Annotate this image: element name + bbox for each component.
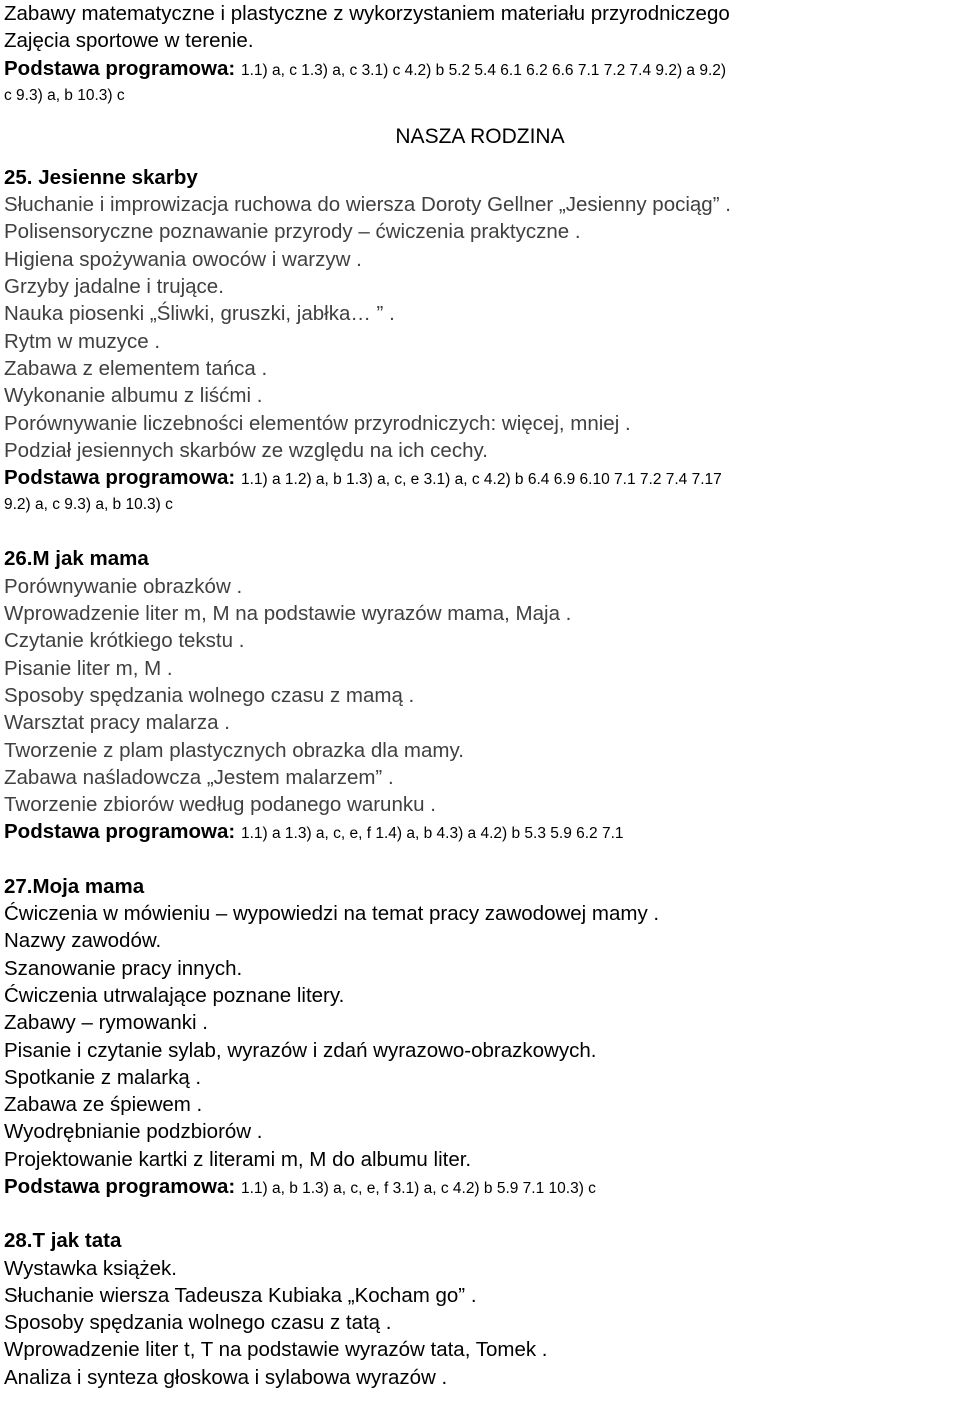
spacer: [4, 518, 956, 545]
list-item: Szanowanie pracy innych.: [4, 956, 243, 980]
list-item: Rytm w muzyce .: [4, 329, 161, 353]
curriculum-row-26: [4, 818, 956, 845]
list-item: Polisensoryczne poznawanie przyrody – ćwiczenia praktyczne .: [4, 220, 581, 244]
list-item: Zabawa ze śpiewem .: [4, 1093, 203, 1117]
list-item: Nazwy zawodów.: [4, 929, 162, 953]
curriculum-codes: 1.1) a, b 1.3) a, c, e, f 3.1) a, c 4.2) b 5.9 7.1 10.3) c: [240, 1179, 596, 1197]
curriculum-codes-continued: c 9.3) a, b 10.3) c: [4, 86, 125, 104]
intro-curriculum-row: [4, 55, 956, 82]
list-item: Podział jesiennych skarbów ze względu na ich cechy.: [4, 438, 488, 462]
list-item: Ćwiczenia w mówieniu – wypowiedzi na temat pracy zawodowej mamy .: [4, 902, 660, 926]
curriculum-row-25: [4, 464, 956, 491]
list-item: Sposoby spędzania wolnego czasu z mamą .: [4, 683, 415, 707]
curriculum-codes: 1.1) a 1.2) a, b 1.3) a, c, e 3.1) a, c 4.2) b 6.4 6.9 6.10 7.1 7.2 7.4 7.17: [240, 471, 722, 489]
curriculum-label: Podstawa programowa:: [4, 820, 236, 844]
list-item: Czytanie krótkiego tekstu .: [4, 629, 245, 653]
curriculum-label: Podstawa programowa:: [4, 56, 236, 80]
section-title-27: 27.Moja mama: [4, 874, 145, 898]
section-title-25: 25. Jesienne skarby: [4, 165, 198, 189]
list-item: Porównywanie liczebności elementów przyrodniczych: więcej, mniej .: [4, 411, 631, 435]
list-item: Sposoby spędzania wolnego czasu z tatą .: [4, 1311, 392, 1335]
list-item: Tworzenie z plam plastycznych obrazka dla mamy.: [4, 738, 464, 762]
list-item: Wprowadzenie liter t, T na podstawie wyrazów tata, Tomek .: [4, 1338, 548, 1362]
list-item: Ćwiczenia utrwalające poznane litery.: [4, 983, 345, 1007]
section-title-28: 28.T jak tata: [4, 1229, 122, 1253]
list-item: Warsztat pracy malarza .: [4, 711, 230, 735]
list-item: Zabawy – rymowanki .: [4, 1011, 208, 1035]
list-item: Analiza i synteza głoskowa i sylabowa wyrazów .: [4, 1365, 448, 1389]
list-item: Zabawa z elementem tańca .: [4, 356, 268, 380]
list-item: Wyodrębnianie podzbiorów .: [4, 1120, 263, 1144]
list-item: Nauka piosenki „Śliwki, gruszki, jabłka… ” .: [4, 302, 395, 326]
list-item: Słuchanie i improwizacja ruchowa do wiersza Doroty Gellner „Jesienny pociąg” .: [4, 193, 731, 217]
list-item: Tworzenie zbiorów według podanego warunku .: [4, 793, 436, 817]
list-item: Wystawka książek.: [4, 1256, 177, 1280]
spacer: [4, 846, 956, 873]
list-item: Grzyby jadalne i trujące.: [4, 275, 224, 299]
list-item: Spotkanie z malarką .: [4, 1065, 202, 1089]
curriculum-label: Podstawa programowa:: [4, 1174, 236, 1198]
list-item: Wykonanie albumu z liśćmi .: [4, 384, 263, 408]
list-item: Projektowanie kartki z literami m, M do albumu liter.: [4, 1147, 472, 1171]
list-item: Słuchanie wiersza Tadeusza Kubiaka „Kocham go” .: [4, 1283, 477, 1307]
list-item: Wprowadzenie liter m, M na podstawie wyrazów mama, Maja .: [4, 602, 572, 626]
curriculum-codes: 1.1) a 1.3) a, c, e, f 1.4) a, b 4.3) a 4.2) b 5.3 5.9 6.2 7.1: [240, 825, 624, 843]
chapter-heading: NASZA RODZINA: [395, 124, 565, 148]
list-item: Porównywanie obrazków .: [4, 574, 243, 598]
curriculum-row-27: [4, 1173, 956, 1200]
list-item: Higiena spożywania owoców i warzyw .: [4, 247, 362, 271]
curriculum-codes-continued: 9.2) a, c 9.3) a, b 10.3) c: [4, 496, 173, 514]
intro-line-2: Zajęcia sportowe w terenie.: [4, 29, 254, 53]
intro-line-1: Zabawy matematyczne i plastyczne z wykorzystaniem materiału przyrodniczego: [4, 2, 730, 25]
curriculum-label: Podstawa programowa:: [4, 466, 236, 490]
list-item: Pisanie i czytanie sylab, wyrazów i zdań wyrazowo-obrazkowych.: [4, 1038, 597, 1062]
spacer: [4, 1200, 956, 1227]
curriculum-codes: 1.1) a, c 1.3) a, c 3.1) c 4.2) b 5.2 5.4 6.1 6.2 6.6 7.1 7.2 7.4 9.2) a 9.2): [240, 61, 727, 79]
list-item: Pisanie liter m, M .: [4, 656, 173, 680]
list-item: Zabawa naśladowcza „Jestem malarzem” .: [4, 765, 394, 789]
section-title-26: 26.M jak mama: [4, 547, 149, 571]
